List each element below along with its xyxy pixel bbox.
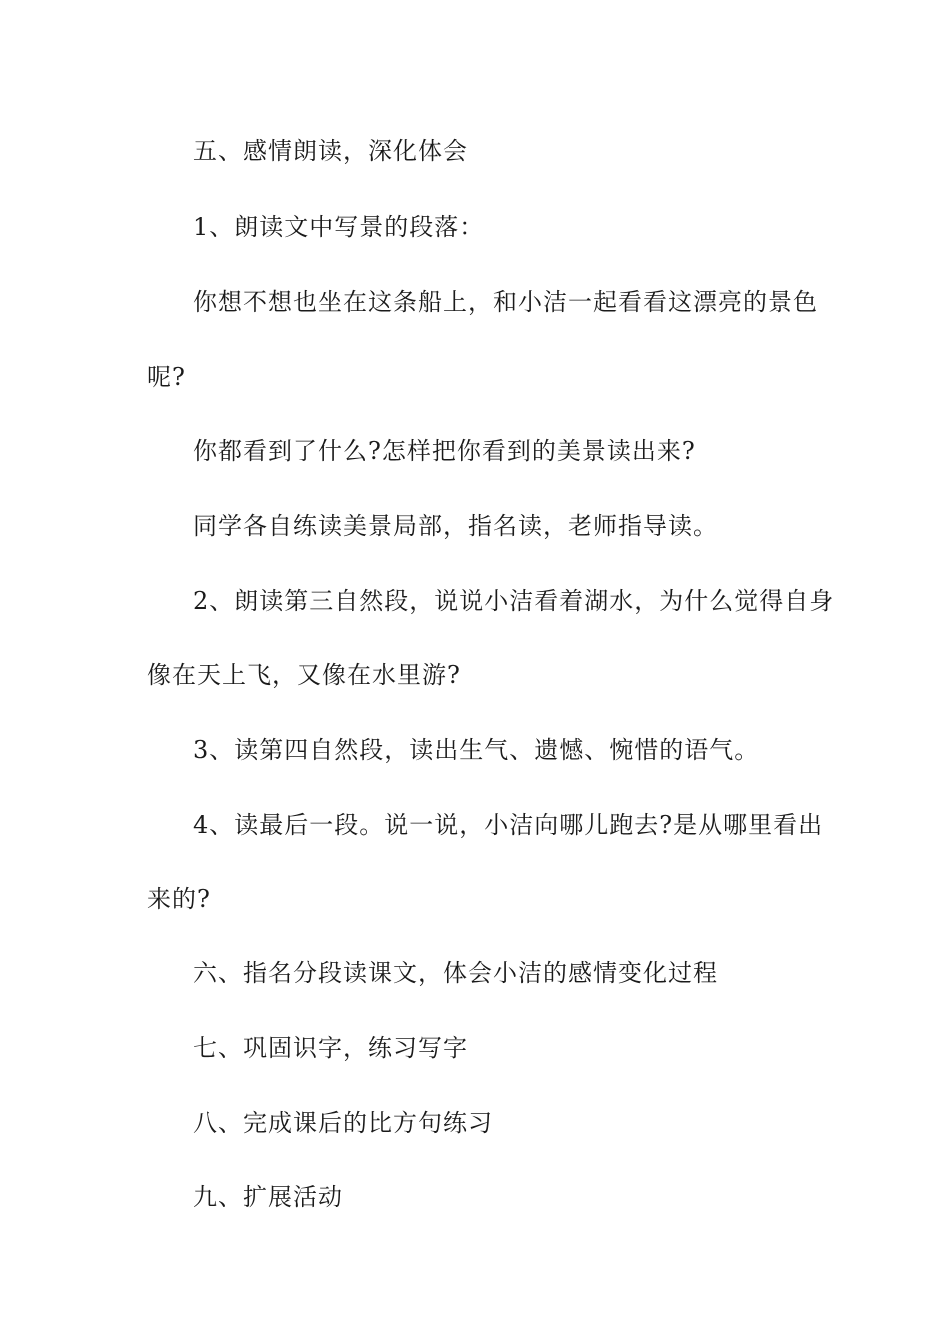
item-2: 2、朗读第三自然段，说说小洁看着湖水，为什么觉得自身 xyxy=(193,587,835,615)
item-3: 3、读第四自然段，读出生气、遗憾、惋惜的语气。 xyxy=(193,736,760,764)
item-1: 1、朗读文中写景的段落： xyxy=(193,213,485,241)
heading-section-8: 八、完成课后的比方句练习 xyxy=(193,1109,493,1137)
heading-section-9: 九、扩展活动 xyxy=(193,1183,343,1211)
heading-section-7: 七、巩固识字，练习写字 xyxy=(193,1034,468,1062)
paragraph-line: 你都看到了什么?怎样把你看到的美景读出来? xyxy=(193,437,696,465)
paragraph-line-continued: 像在天上飞，又像在水里游? xyxy=(147,661,461,689)
paragraph-line: 同学各自练读美景局部，指名读，老师指导读。 xyxy=(193,512,718,540)
paragraph-line: 你想不想也坐在这条船上，和小洁一起看看这漂亮的景色 xyxy=(193,288,818,316)
paragraph-line-continued: 呢? xyxy=(147,363,186,391)
heading-section-6: 六、指名分段读课文，体会小洁的感情变化过程 xyxy=(193,959,718,987)
paragraph-line-continued: 来的? xyxy=(147,885,211,913)
item-4: 4、读最后一段。说一说，小洁向哪儿跑去?是从哪里看出 xyxy=(193,811,824,839)
heading-section-5: 五、感情朗读，深化体会 xyxy=(193,137,468,165)
